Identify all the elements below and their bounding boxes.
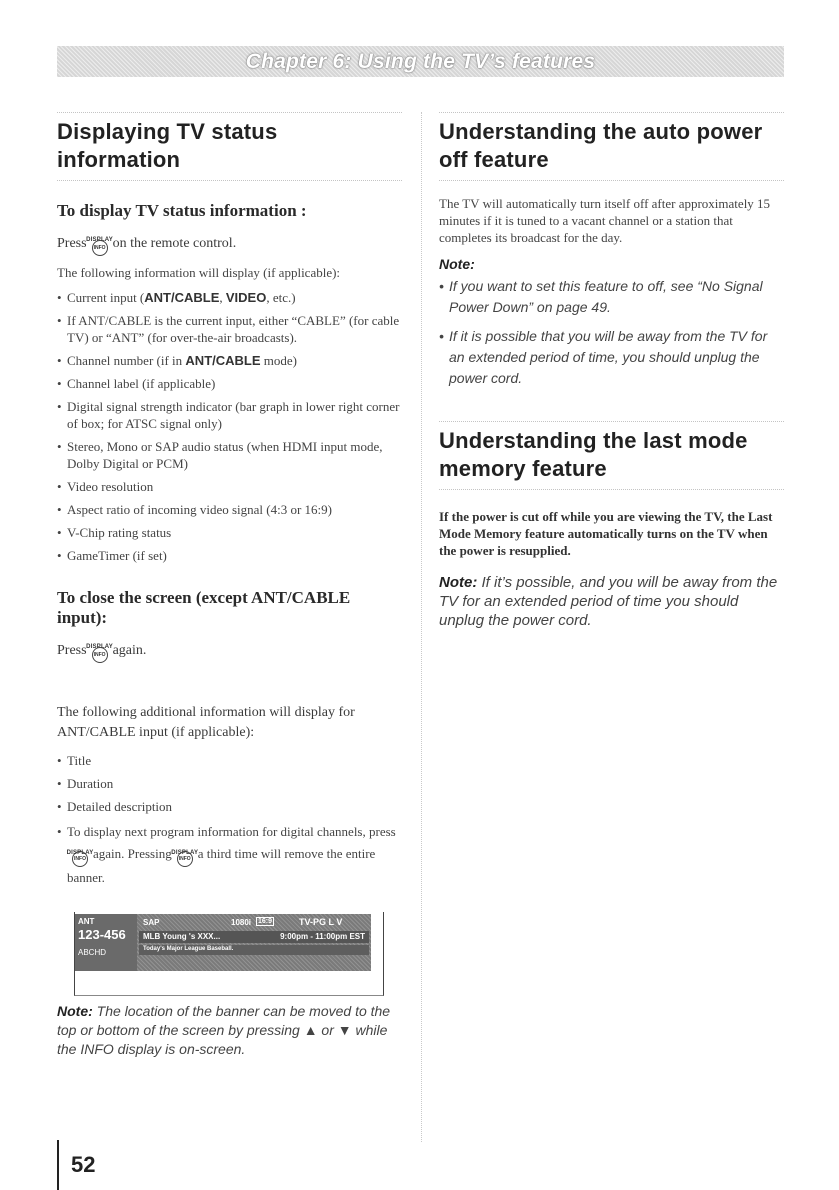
note-label: Note: xyxy=(57,1003,93,1019)
list-item-text: To display next program information for digital channels, press xyxy=(67,824,396,839)
list-item: • Channel label (if applicable) xyxy=(57,375,402,392)
list-item: • If it is possible that you will be away from the TV for an extended period of time, you should unplug the power cord. xyxy=(439,326,784,389)
list-item: • Detailed description xyxy=(57,798,402,815)
banner-status-row xyxy=(139,917,369,929)
banner-program-title: MLB Young 's XXX... xyxy=(143,932,221,941)
column-divider xyxy=(421,112,422,1142)
divider xyxy=(439,180,784,181)
list-item: • Duration xyxy=(57,775,402,792)
info-banner-illustration xyxy=(74,912,384,996)
info-button-icon xyxy=(86,644,113,663)
list-item-text: , xyxy=(219,290,226,305)
info-button-label: DISPLAY xyxy=(66,850,94,856)
auto-power-off-body: The TV will automatically turn itself off after approximately 15 minutes if it is tuned to a vacant channel or a station that completes its broadcast for the day. xyxy=(439,196,771,245)
press-text: Press xyxy=(57,643,87,658)
divider xyxy=(57,180,402,181)
info-button-icon xyxy=(86,237,113,256)
info-button-label: DISPLAY xyxy=(86,644,113,650)
banner-aspect: 16:9 xyxy=(258,918,273,925)
banner-program-time: 9:00pm - 11:00pm EST xyxy=(280,932,365,941)
banner-note xyxy=(57,1002,402,1059)
list-item-text: a third time will remove the entire banner. xyxy=(67,846,376,885)
list-item-bold: ANT/CABLE xyxy=(144,290,220,305)
banner-audio: SAP xyxy=(143,918,160,927)
banner-program-row xyxy=(139,931,369,943)
info-button-label: DISPLAY xyxy=(86,237,113,243)
banner-channel-number: 123-456 xyxy=(78,927,126,942)
press-text-after: on the remote control. xyxy=(112,236,237,251)
note-heading xyxy=(439,256,784,272)
divider xyxy=(439,489,784,490)
list-item-text: , etc.) xyxy=(266,290,296,305)
list-item: • Digital signal strength indicator (bar graph in lower right corner of box; for ATSC signal only) xyxy=(57,398,402,432)
press-again-instruction xyxy=(57,642,402,663)
list-item-text: Channel number (if in xyxy=(67,353,186,368)
list-item xyxy=(57,289,402,306)
following-info-intro: The following information will display (if applicable): xyxy=(57,265,341,280)
right-column xyxy=(439,112,784,630)
list-item xyxy=(57,821,402,889)
list-item: • Stereo, Mono or SAP audio status (when HDMI input mode, Dolby Digital or PCM) xyxy=(57,438,402,472)
section-title-auto-power-off: Understanding the auto power off feature xyxy=(439,119,763,172)
list-item: • Title xyxy=(57,752,402,769)
additional-info-intro: The following additional information will display for ANT/CABLE input (if applicable): xyxy=(57,705,355,740)
info-button-icon xyxy=(171,850,199,867)
left-column xyxy=(57,112,402,1057)
subheading-display-status: To display TV status information : xyxy=(57,201,307,220)
list-item: • If ANT/CABLE is the current input, either “CABLE” (for cable TV) or “ANT” (for over-the-air broadcasts). xyxy=(57,312,402,346)
banner-channel-panel xyxy=(75,914,137,971)
list-item-text: again. Pressing xyxy=(93,846,172,861)
list-item xyxy=(57,352,402,369)
list-item: • V-Chip rating status xyxy=(57,524,402,541)
note-label: Note: xyxy=(439,256,475,272)
note-text: If it’s possible, and you will be away from the TV for an extended period of time you should unplug the power cord. xyxy=(439,574,778,629)
info-button-label: DISPLAY xyxy=(171,850,199,856)
banner-channel-label: ABCHD xyxy=(78,948,107,957)
auto-power-off-notes xyxy=(439,276,784,389)
additional-info-list xyxy=(57,752,402,889)
info-button-glyph: INFO xyxy=(177,851,193,867)
note-text: The location of the banner can be moved to the top or bottom of the screen by pressing ▲ or ▼ while the INFO display is on-screen. xyxy=(57,1003,391,1057)
list-item: • GameTimer (if set) xyxy=(57,547,402,564)
status-info-list xyxy=(57,289,402,564)
list-item: • Aspect ratio of incoming video signal (4:3 or 16:9) xyxy=(57,501,402,518)
info-button-glyph: INFO xyxy=(92,647,108,663)
banner-description-row xyxy=(139,945,369,955)
page-number: 52 xyxy=(57,1140,95,1190)
section-title-status: Displaying TV status information xyxy=(57,119,278,172)
info-banner xyxy=(75,914,371,971)
press-text-after: again. xyxy=(112,643,147,658)
info-button-icon xyxy=(66,850,94,867)
last-mode-body: If the power is cut off while you are viewing the TV, the Last Mode Memory feature automatically turns on the TV when the power is resupplied. xyxy=(439,509,773,558)
list-item-text: mode) xyxy=(260,353,297,368)
section-title-last-mode-memory: Understanding the last mode memory feature xyxy=(439,428,748,481)
note-label: Note: xyxy=(439,574,478,591)
list-item: • If you want to set this feature to off, see “No Signal Power Down” on page 49. xyxy=(439,276,784,318)
banner-description: Today's Major League Baseball. xyxy=(143,946,234,952)
press-text: Press xyxy=(57,236,87,251)
list-item: • Video resolution xyxy=(57,478,402,495)
last-mode-note xyxy=(439,573,784,630)
list-item-bold: VIDEO xyxy=(225,290,267,305)
subheading-close-screen: To close the screen (except ANT/CABLE input): xyxy=(57,588,351,627)
banner-input: ANT xyxy=(78,917,95,926)
list-item-bold: ANT/CABLE xyxy=(185,353,261,368)
chapter-title: Chapter 6: Using the TV’s features xyxy=(245,49,596,73)
press-instruction xyxy=(57,235,402,256)
banner-rating: TV-PG L V xyxy=(299,917,343,927)
list-item-text: Current input ( xyxy=(67,290,145,305)
info-button-glyph: INFO xyxy=(92,240,108,256)
info-button-glyph: INFO xyxy=(72,851,88,867)
chapter-header xyxy=(57,46,784,77)
banner-resolution: 1080i xyxy=(231,918,252,927)
